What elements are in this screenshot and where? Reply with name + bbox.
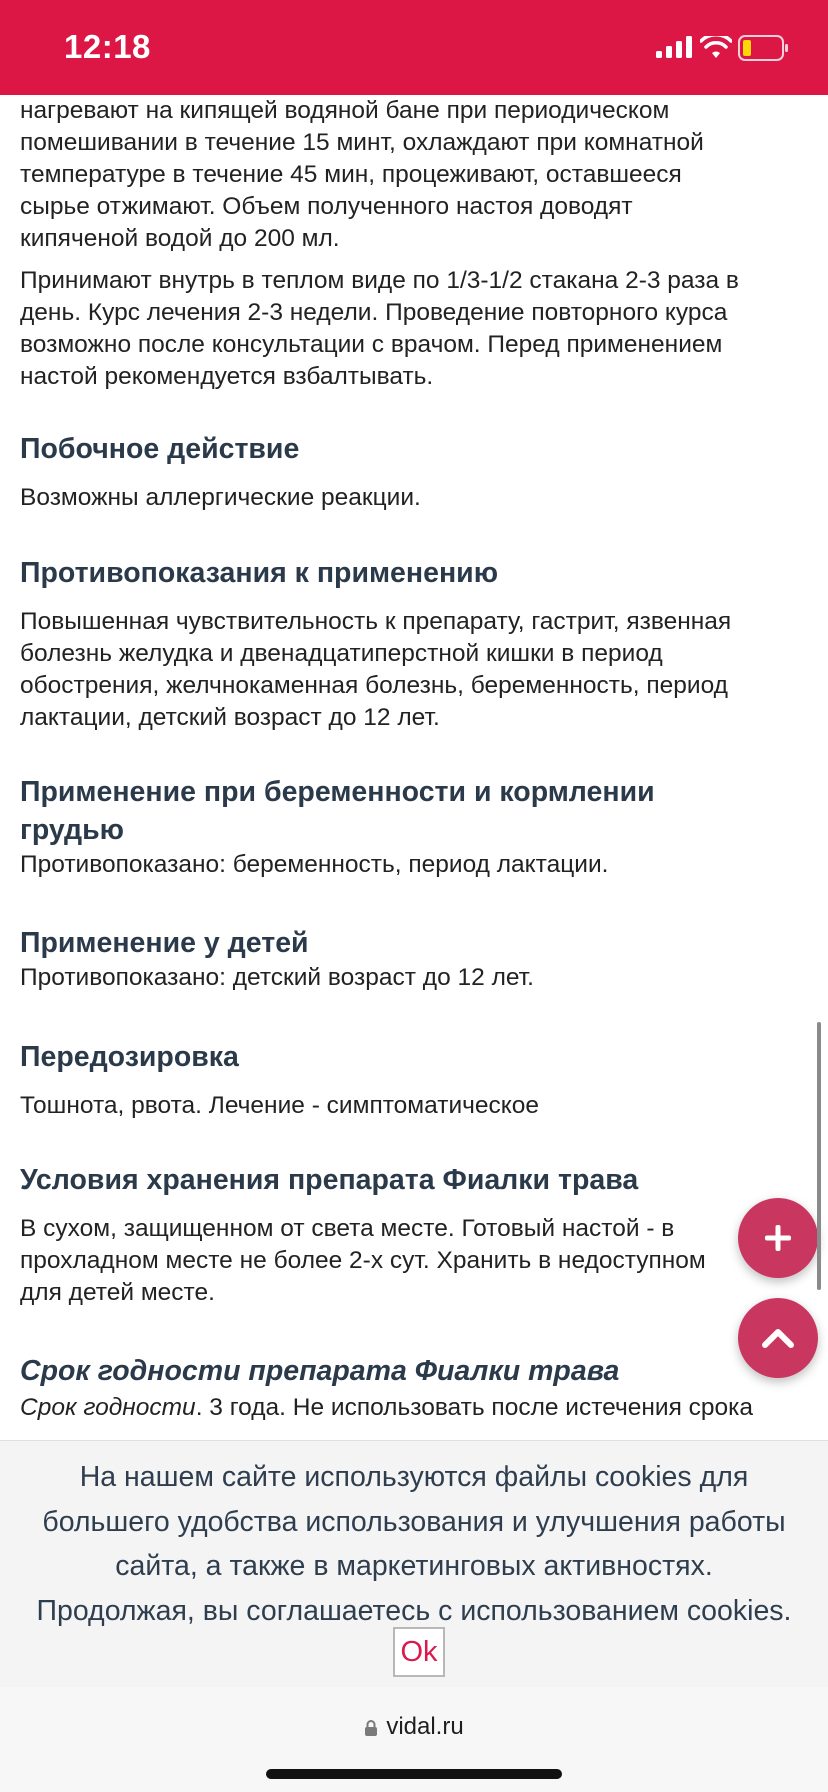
lock-icon bbox=[364, 1719, 378, 1737]
text-line: Противопоказано: беременность, период лактации. bbox=[20, 851, 609, 878]
cookie-text-line: Продолжая, вы соглашаетесь с использованием cookies. bbox=[36, 1594, 792, 1627]
text-line: для детей месте. bbox=[20, 1279, 215, 1306]
home-indicator[interactable] bbox=[266, 1769, 562, 1779]
section-shelf-life bbox=[20, 1352, 753, 1424]
plus-icon bbox=[763, 1223, 793, 1253]
text-line: сырье отжимают. Объем полученного настоя доводят bbox=[20, 193, 633, 220]
text-line: Тошнота, рвота. Лечение - симптоматическое bbox=[20, 1092, 540, 1119]
article-content bbox=[20, 95, 810, 1425]
preparation-text bbox=[20, 95, 704, 255]
text-line: Противопоказано: детский возраст до 12 лет. bbox=[20, 964, 534, 991]
cookie-text bbox=[8, 1455, 820, 1633]
section-heading: Передозировка bbox=[20, 1041, 239, 1073]
text-line: Возможны аллергические реакции. bbox=[20, 484, 421, 511]
text-line: Принимают внутрь в теплом виде по 1/3-1/2 стакана 2-3 раза в bbox=[20, 267, 739, 294]
section-storage bbox=[20, 1161, 706, 1309]
section-side-effects bbox=[20, 430, 421, 514]
add-button[interactable] bbox=[738, 1198, 818, 1278]
text-line: кипяченой водой до 200 мл. bbox=[20, 225, 340, 252]
wifi-icon bbox=[700, 36, 732, 60]
url-text: vidal.ru bbox=[386, 1713, 464, 1740]
cookie-banner bbox=[0, 1440, 828, 1688]
section-pregnancy bbox=[20, 773, 655, 881]
section-contraindications bbox=[20, 554, 731, 734]
status-time: 12:18 bbox=[64, 28, 151, 65]
section-heading: Применение при беременности и кормлении bbox=[20, 776, 655, 808]
scrollbar[interactable] bbox=[817, 1022, 821, 1290]
cookie-text-line: На нашем сайте используются файлы cookies для bbox=[79, 1461, 749, 1493]
section-heading: Применение у детей bbox=[20, 927, 309, 959]
section-heading: Условия хранения препарата Фиалки трава bbox=[20, 1164, 639, 1196]
text-line bbox=[20, 1392, 753, 1424]
section-heading: Побочное действие bbox=[20, 433, 300, 465]
chevron-up-icon bbox=[761, 1326, 795, 1350]
text-line: возможно после консультации с врачом. Перед применением bbox=[20, 331, 723, 358]
section-children bbox=[20, 924, 534, 994]
url-display[interactable] bbox=[0, 1713, 828, 1741]
status-bar bbox=[0, 0, 828, 95]
text-line: В сухом, защищенном от света месте. Готовый настой - в bbox=[20, 1215, 675, 1242]
text-line: Повышенная чувствительность к препарату, гастрит, язвенная bbox=[20, 608, 732, 635]
battery-icon bbox=[738, 35, 790, 61]
section-heading: Срок годности препарата Фиалки трава bbox=[20, 1355, 620, 1387]
text-line: обострения, желчнокаменная болезнь, беременность, период bbox=[20, 672, 728, 699]
text-line: настой рекомендуется взбалтывать. bbox=[20, 363, 434, 390]
text-line: помешивании в течение 15 минт, охлаждают при комнатной bbox=[20, 129, 704, 156]
text-line: болезнь желудка и двенадцатиперстной кишки в период bbox=[20, 640, 663, 667]
section-overdose bbox=[20, 1038, 539, 1122]
cookie-ok-button[interactable]: Ok bbox=[393, 1627, 445, 1677]
dosage-text bbox=[20, 265, 739, 393]
shelf-life-label: Срок годности bbox=[20, 1394, 196, 1421]
section-heading: Противопоказания к применению bbox=[20, 557, 499, 589]
scroll-to-top-button[interactable] bbox=[738, 1298, 818, 1378]
shelf-life-text: . 3 года. Не использовать после истечения срока bbox=[195, 1394, 754, 1421]
text-line: нагревают на кипящей водяной бане при периодическом bbox=[20, 97, 670, 124]
cookie-text-line: большего удобства использования и улучшения работы bbox=[42, 1505, 786, 1538]
text-line: день. Курс лечения 2-3 недели. Проведение повторного курса bbox=[20, 299, 728, 326]
text-line: температуре в течение 45 мин, процеживают, оставшееся bbox=[20, 161, 682, 188]
section-heading: грудью bbox=[20, 814, 124, 846]
cookie-text-line: сайта, а также в маркетинговых активностях. bbox=[115, 1550, 713, 1582]
cellular-signal-icon bbox=[656, 36, 692, 58]
browser-address-bar[interactable] bbox=[0, 1687, 828, 1792]
text-line: лактации, детский возраст до 12 лет. bbox=[20, 704, 440, 731]
text-line: прохладном месте не более 2-х сут. Хранить в недоступном bbox=[20, 1247, 706, 1274]
